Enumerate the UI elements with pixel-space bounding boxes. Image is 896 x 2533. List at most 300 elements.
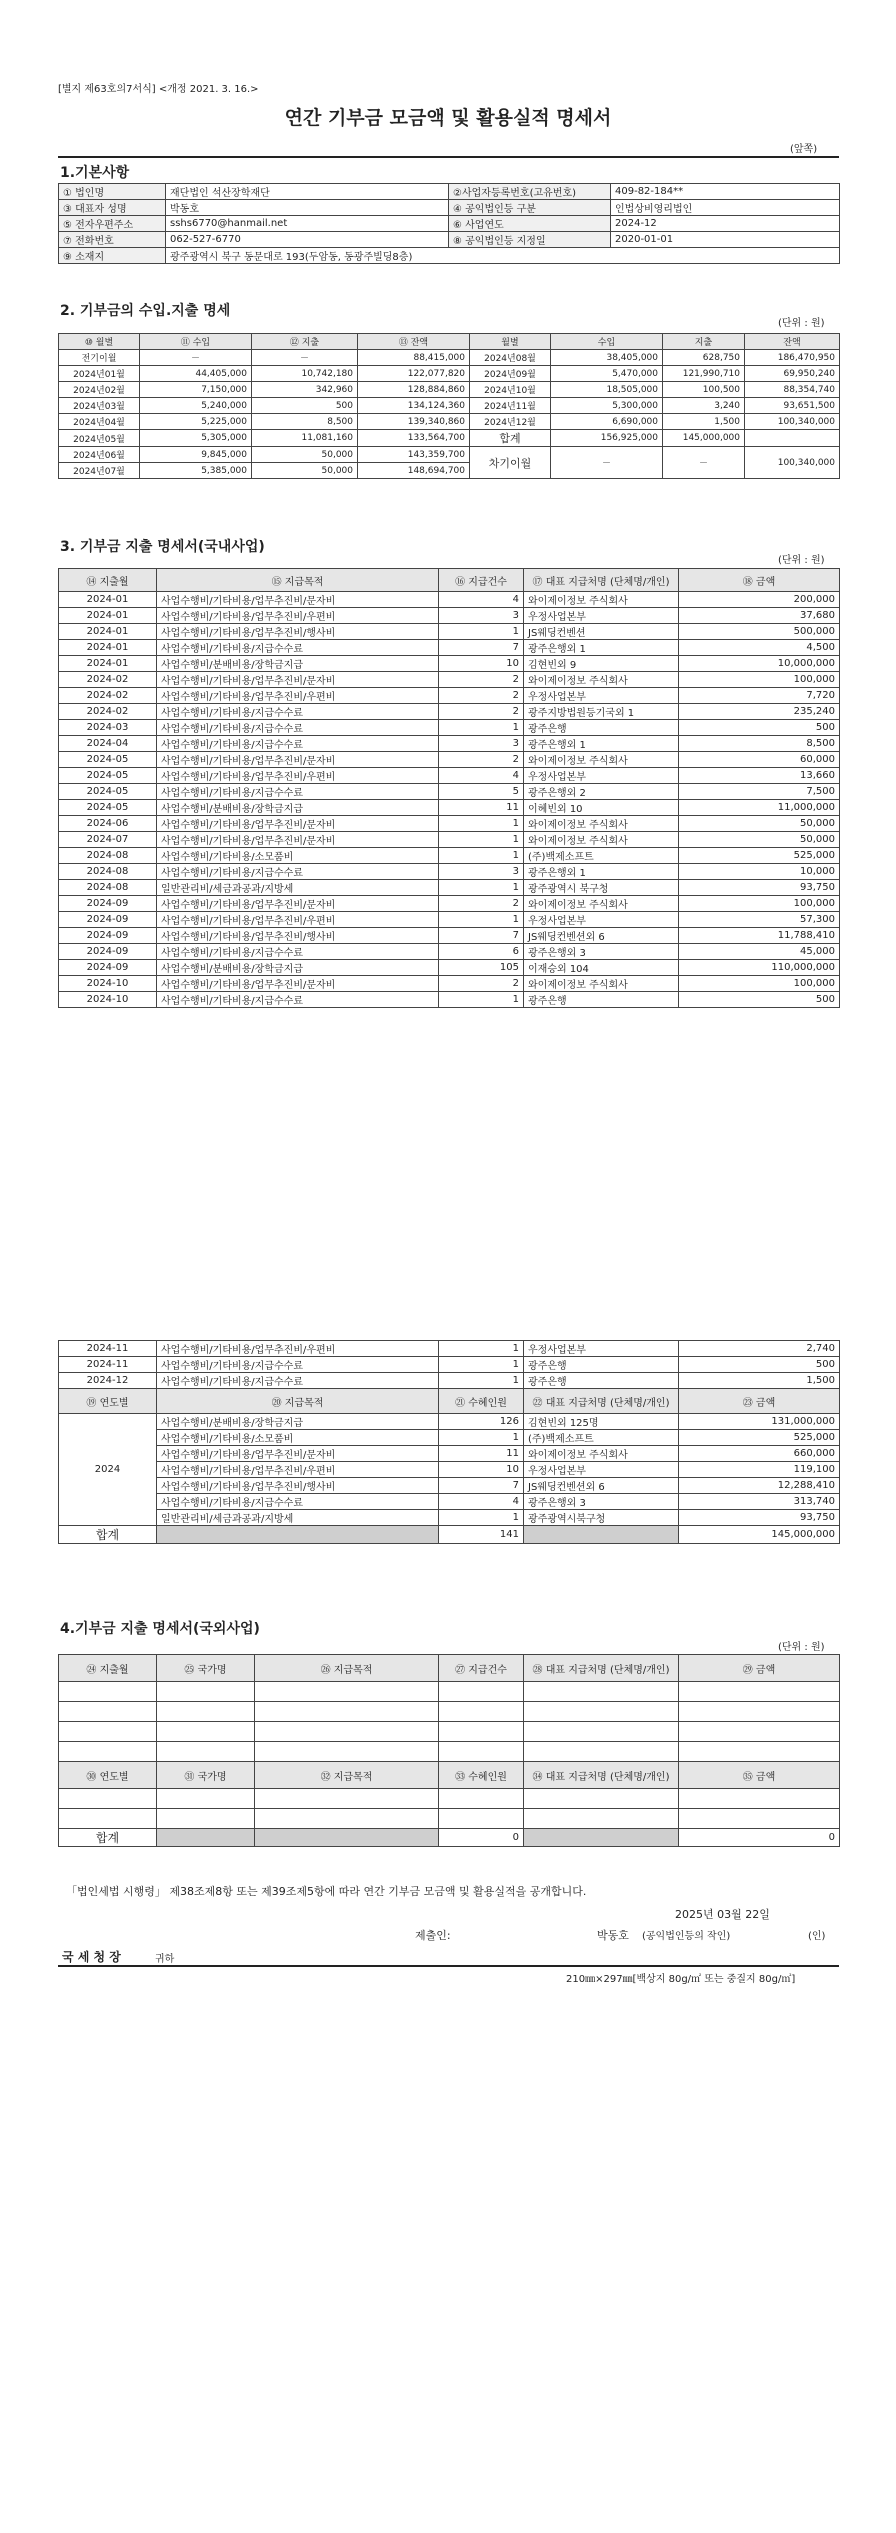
info-value: 인법상비영리법인 <box>611 200 840 216</box>
expense-month: 2024-02 <box>59 672 157 688</box>
info-value: 광주광역시 북구 동문대로 193(두암동, 동광주빌딩8층) <box>166 248 840 264</box>
yearly-count: 4 <box>439 1494 524 1510</box>
table-cell: 38,405,000 <box>551 350 663 366</box>
column-header: ㉝ 수혜인원 <box>439 1762 524 1789</box>
expense-count: 2 <box>439 704 524 720</box>
expense-payee: 우정사업본부 <box>524 1341 679 1357</box>
expense-row <box>59 624 840 640</box>
yearly-count: 1 <box>439 1430 524 1446</box>
month-row <box>59 366 840 382</box>
legal-statement: 「법인세법 시행령」 제38조제8항 또는 제39조제5항에 따라 연간 기부금 모금액 및 활용실적을 공개합니다. <box>66 1885 587 1898</box>
expense-payee: JS웨딩컨벤션 <box>524 624 679 640</box>
expense-amount: 10,000,000 <box>679 656 840 672</box>
table-cell: 11,081,160 <box>252 430 358 447</box>
table-cell: 5,305,000 <box>140 430 252 447</box>
column-header: 월별 <box>470 334 551 350</box>
expense-row <box>59 688 840 704</box>
header-row <box>59 1389 840 1414</box>
expense-amount: 500 <box>679 720 840 736</box>
month-label: 2024년10월 <box>470 382 551 398</box>
table-cell: 1,500 <box>663 414 745 430</box>
column-header: ㉑ 수혜인원 <box>439 1389 524 1414</box>
table-cell <box>59 1742 157 1762</box>
info-label: ③ 대표자 성명 <box>59 200 166 216</box>
expense-row <box>59 944 840 960</box>
expense-row <box>59 864 840 880</box>
column-header: ⑮ 지급목적 <box>157 569 439 592</box>
table-cell: 122,077,820 <box>358 366 470 382</box>
table-cell <box>439 1742 524 1762</box>
section3-unit: (단위 : 원) <box>778 555 825 566</box>
yearly-payee: JS웨딩컨벤션외 6 <box>524 1478 679 1494</box>
expense-month: 2024-11 <box>59 1357 157 1373</box>
table-cell <box>524 1809 679 1829</box>
yearly-purpose: 사업수행비/기타비용/지급수수료 <box>157 1494 439 1510</box>
expense-payee: 김현빈외 9 <box>524 656 679 672</box>
expense-purpose: 사업수행비/기타비용/지급수수료 <box>157 864 439 880</box>
month-label: 2024년01월 <box>59 366 140 382</box>
table-cell <box>157 1702 255 1722</box>
expense-payee: 광주은행외 3 <box>524 944 679 960</box>
info-row <box>59 200 840 216</box>
expense-purpose: 사업수행비/기타비용/업무추진비/문자비 <box>157 672 439 688</box>
yearly-amount: 119,100 <box>679 1462 840 1478</box>
expense-payee: 광주은행외 2 <box>524 784 679 800</box>
expense-row <box>59 992 840 1008</box>
month-label: 2024년09월 <box>470 366 551 382</box>
expense-count: 7 <box>439 640 524 656</box>
header-row <box>59 569 840 592</box>
table-cell: 128,884,860 <box>358 382 470 398</box>
expense-count: 1 <box>439 1357 524 1373</box>
expense-row <box>59 608 840 624</box>
table-cell: － <box>252 350 358 366</box>
column-header: ㉒ 대표 지급처명 (단체명/개인) <box>524 1389 679 1414</box>
info-label: ⑧ 공익법인등 지정일 <box>449 232 611 248</box>
expense-count: 2 <box>439 672 524 688</box>
paper-spec: 210㎜×297㎜[백상지 80g/㎡ 또는 중질지 80g/㎡] <box>566 1974 796 1985</box>
submitter-label: 제출인: <box>415 1929 451 1942</box>
expense-payee: 와이제이정보 주식회사 <box>524 592 679 608</box>
empty-row <box>59 1789 840 1809</box>
expense-row <box>59 1373 840 1389</box>
column-header: ㉛ 국가명 <box>157 1762 255 1789</box>
month-label: 2024년11월 <box>470 398 551 414</box>
month-label: 2024년04월 <box>59 414 140 430</box>
yearly-count: 1 <box>439 1510 524 1526</box>
yearly-purpose: 일반관리비/세금과공과/지방세 <box>157 1510 439 1526</box>
expense-purpose: 사업수행비/분배비용/장학금지급 <box>157 656 439 672</box>
total-count: 141 <box>439 1526 524 1544</box>
table-cell <box>524 1702 679 1722</box>
expense-month: 2024-09 <box>59 944 157 960</box>
expense-row <box>59 928 840 944</box>
column-header: ㉓ 금액 <box>679 1389 840 1414</box>
table-cell <box>524 1526 679 1544</box>
expense-payee: JS웨딩컨벤션외 6 <box>524 928 679 944</box>
header-row <box>59 1762 840 1789</box>
expense-amount: 500,000 <box>679 624 840 640</box>
expense-month: 2024-10 <box>59 976 157 992</box>
yearly-purpose: 사업수행비/분배비용/장학금지급 <box>157 1414 439 1430</box>
info-label: ⑥ 사업연도 <box>449 216 611 232</box>
expense-purpose: 사업수행비/기타비용/소모품비 <box>157 848 439 864</box>
expense-payee: 와이제이정보 주식회사 <box>524 832 679 848</box>
table-cell: 500 <box>252 398 358 414</box>
expense-amount: 7,720 <box>679 688 840 704</box>
table-cell: 9,845,000 <box>140 447 252 463</box>
table-cell: 93,651,500 <box>745 398 840 414</box>
expense-payee: 와이제이정보 주식회사 <box>524 816 679 832</box>
column-header: ⑳ 지급목적 <box>157 1389 439 1414</box>
expense-count: 4 <box>439 592 524 608</box>
expense-payee: 광주지방법원등기국외 1 <box>524 704 679 720</box>
expense-amount: 45,000 <box>679 944 840 960</box>
expense-amount: 2,740 <box>679 1341 840 1357</box>
table-cell <box>157 1829 255 1847</box>
table-cell <box>255 1702 439 1722</box>
yearly-amount: 525,000 <box>679 1430 840 1446</box>
yearly-purpose: 사업수행비/기타비용/업무추진비/행사비 <box>157 1478 439 1494</box>
expense-row <box>59 816 840 832</box>
section4-unit: (단위 : 원) <box>778 1642 825 1653</box>
expense-row <box>59 704 840 720</box>
total-amount: 0 <box>679 1829 840 1847</box>
expense-count: 1 <box>439 912 524 928</box>
yearly-purpose: 사업수행비/기타비용/업무추진비/문자비 <box>157 1446 439 1462</box>
expense-amount: 100,000 <box>679 976 840 992</box>
empty-row <box>59 1682 840 1702</box>
expense-month: 2024-01 <box>59 656 157 672</box>
expense-count: 7 <box>439 928 524 944</box>
expense-purpose: 사업수행비/기타비용/지급수수료 <box>157 992 439 1008</box>
submitter-name: 박동호 <box>597 1929 629 1942</box>
yearly-count: 11 <box>439 1446 524 1462</box>
expense-amount: 57,300 <box>679 912 840 928</box>
month-row <box>59 350 840 366</box>
form-reference: [별지 제63호의7서식] <개정 2021. 3. 16.> <box>58 84 259 95</box>
table-cell: － <box>140 350 252 366</box>
table-cell <box>439 1809 524 1829</box>
expense-count: 1 <box>439 624 524 640</box>
empty-row <box>59 1809 840 1829</box>
month-label: 2024년05월 <box>59 430 140 447</box>
info-row <box>59 216 840 232</box>
info-value: 409-82-184** <box>611 184 840 200</box>
column-header: ㉘ 대표 지급처명 (단체명/개인) <box>524 1655 679 1682</box>
table-cell <box>255 1682 439 1702</box>
month-label: 2024년02월 <box>59 382 140 398</box>
expense-amount: 235,240 <box>679 704 840 720</box>
table-cell <box>255 1829 439 1847</box>
info-value: 2024-12 <box>611 216 840 232</box>
expense-purpose: 사업수행비/기타비용/업무추진비/문자비 <box>157 816 439 832</box>
expense-row <box>59 800 840 816</box>
expense-payee: 광주은행 <box>524 992 679 1008</box>
top-rule <box>58 156 839 158</box>
expense-payee: 광주은행외 1 <box>524 640 679 656</box>
info-row-address <box>59 248 840 264</box>
expense-purpose: 사업수행비/기타비용/업무추진비/문자비 <box>157 896 439 912</box>
expense-count: 105 <box>439 960 524 976</box>
info-value: 재단법인 석산장학재단 <box>166 184 449 200</box>
month-row <box>59 414 840 430</box>
table-cell <box>59 1702 157 1722</box>
expense-row <box>59 832 840 848</box>
total-count: 0 <box>439 1829 524 1847</box>
expense-month: 2024-01 <box>59 624 157 640</box>
table-cell <box>157 1526 439 1544</box>
column-header: ⑰ 대표 지급처명 (단체명/개인) <box>524 569 679 592</box>
yearly-count: 7 <box>439 1478 524 1494</box>
expense-payee: 와이제이정보 주식회사 <box>524 672 679 688</box>
expense-month: 2024-05 <box>59 784 157 800</box>
expense-payee: (주)백제소프트 <box>524 848 679 864</box>
expense-amount: 100,000 <box>679 896 840 912</box>
yearly-row <box>59 1510 840 1526</box>
info-value: 박동호 <box>166 200 449 216</box>
table-cell: 18,505,000 <box>551 382 663 398</box>
info-label: ⑤ 전자우편주소 <box>59 216 166 232</box>
table-cell: 342,960 <box>252 382 358 398</box>
table-cell <box>439 1682 524 1702</box>
expense-month: 2024-02 <box>59 688 157 704</box>
expense-row <box>59 880 840 896</box>
expense-month: 2024-08 <box>59 864 157 880</box>
expense-month: 2024-10 <box>59 992 157 1008</box>
expense-month: 2024-09 <box>59 912 157 928</box>
expense-row <box>59 768 840 784</box>
recipient-suffix: 귀하 <box>155 1954 175 1965</box>
expense-count: 1 <box>439 816 524 832</box>
info-row <box>59 232 840 248</box>
section4-heading: 4.기부금 지출 명세서(국외사업) <box>60 1621 260 1637</box>
expense-amount: 1,500 <box>679 1373 840 1389</box>
column-header: ㉜ 지급목적 <box>255 1762 439 1789</box>
table-cell: 148,694,700 <box>358 463 470 479</box>
column-header: ㉔ 지출월 <box>59 1655 157 1682</box>
expense-purpose: 사업수행비/기타비용/지급수수료 <box>157 720 439 736</box>
expense-row <box>59 752 840 768</box>
table-cell: 5,385,000 <box>140 463 252 479</box>
expense-purpose: 사업수행비/기타비용/업무추진비/우편비 <box>157 912 439 928</box>
expense-purpose: 사업수행비/기타비용/지급수수료 <box>157 944 439 960</box>
column-header: ㉗ 지급건수 <box>439 1655 524 1682</box>
table-cell: 7,150,000 <box>140 382 252 398</box>
info-value: 2020-01-01 <box>611 232 840 248</box>
table-cell: 69,950,240 <box>745 366 840 382</box>
document-title: 연간 기부금 모금액 및 활용실적 명세서 <box>284 107 612 129</box>
total-row <box>59 1829 840 1847</box>
expense-purpose: 사업수행비/기타비용/업무추진비/우편비 <box>157 608 439 624</box>
yearly-row <box>59 1494 840 1510</box>
expense-purpose: 사업수행비/기타비용/업무추진비/문자비 <box>157 592 439 608</box>
expense-count: 3 <box>439 864 524 880</box>
yearly-amount: 131,000,000 <box>679 1414 840 1430</box>
month-label: 2024년12월 <box>470 414 551 430</box>
table-cell: 5,300,000 <box>551 398 663 414</box>
table-cell: 100,340,000 <box>745 447 840 479</box>
foreign-expense-table <box>58 1654 840 1847</box>
month-label: 2024년08월 <box>470 350 551 366</box>
expense-row <box>59 960 840 976</box>
yearly-payee: 김현빈외 125명 <box>524 1414 679 1430</box>
expense-month: 2024-09 <box>59 928 157 944</box>
table-cell: 133,564,700 <box>358 430 470 447</box>
table-cell: 50,000 <box>252 463 358 479</box>
table-cell <box>524 1789 679 1809</box>
column-header: ⑬ 잔액 <box>358 334 470 350</box>
info-label: ②사업자등록번호(고유번호) <box>449 184 611 200</box>
expense-month: 2024-09 <box>59 896 157 912</box>
expense-purpose: 사업수행비/기타비용/업무추진비/행사비 <box>157 624 439 640</box>
expense-count: 10 <box>439 656 524 672</box>
column-header: ㉟ 금액 <box>679 1762 840 1789</box>
table-cell <box>439 1789 524 1809</box>
expense-payee: 이혜빈외 10 <box>524 800 679 816</box>
info-row <box>59 184 840 200</box>
year-label: 2024 <box>59 1414 157 1526</box>
table-cell: 6,690,000 <box>551 414 663 430</box>
total-label: 합계 <box>59 1526 157 1544</box>
table-cell: 100,340,000 <box>745 414 840 430</box>
expense-amount: 200,000 <box>679 592 840 608</box>
expense-month: 2024-05 <box>59 800 157 816</box>
month-label: 2024년03월 <box>59 398 140 414</box>
column-header: ⑫ 지출 <box>252 334 358 350</box>
empty-row <box>59 1722 840 1742</box>
info-label: ① 법인명 <box>59 184 166 200</box>
table-cell: 10,742,180 <box>252 366 358 382</box>
table-cell <box>524 1829 679 1847</box>
month-row <box>59 430 840 447</box>
expense-row <box>59 1341 840 1357</box>
table-cell: 143,359,700 <box>358 447 470 463</box>
expense-count: 4 <box>439 768 524 784</box>
table-cell: 156,925,000 <box>551 430 663 447</box>
expense-purpose: 사업수행비/기타비용/지급수수료 <box>157 1357 439 1373</box>
expense-amount: 11,000,000 <box>679 800 840 816</box>
yearly-payee: 광주광역시북구청 <box>524 1510 679 1526</box>
expense-month: 2024-09 <box>59 960 157 976</box>
info-label: ⑨ 소재지 <box>59 248 166 264</box>
table-cell <box>157 1742 255 1762</box>
expense-payee: 우정사업본부 <box>524 608 679 624</box>
expense-amount: 10,000 <box>679 864 840 880</box>
table-cell: 145,000,000 <box>663 430 745 447</box>
empty-row <box>59 1702 840 1722</box>
table-cell <box>679 1742 840 1762</box>
expense-amount: 500 <box>679 1357 840 1373</box>
yearly-payee: 광주은행외 3 <box>524 1494 679 1510</box>
expense-amount: 37,680 <box>679 608 840 624</box>
total-amount: 145,000,000 <box>679 1526 840 1544</box>
expense-count: 5 <box>439 784 524 800</box>
table-cell <box>157 1789 255 1809</box>
yearly-row <box>59 1478 840 1494</box>
expense-month: 2024-03 <box>59 720 157 736</box>
expense-count: 1 <box>439 1373 524 1389</box>
income-expense-table <box>58 333 840 479</box>
expense-purpose: 사업수행비/기타비용/업무추진비/우편비 <box>157 768 439 784</box>
expense-payee: 와이제이정보 주식회사 <box>524 752 679 768</box>
expense-month: 2024-07 <box>59 832 157 848</box>
table-cell: － <box>663 447 745 479</box>
table-cell <box>679 1722 840 1742</box>
expense-amount: 500 <box>679 992 840 1008</box>
table-cell <box>679 1702 840 1722</box>
expense-payee: 이재승외 104 <box>524 960 679 976</box>
column-header: ⑱ 금액 <box>679 569 840 592</box>
expense-amount: 100,000 <box>679 672 840 688</box>
expense-count: 11 <box>439 800 524 816</box>
expense-month: 2024-12 <box>59 1373 157 1389</box>
section2-unit: (단위 : 원) <box>778 318 825 329</box>
column-header: 잔액 <box>745 334 840 350</box>
yearly-row <box>59 1446 840 1462</box>
table-cell <box>255 1809 439 1829</box>
table-cell <box>157 1809 255 1829</box>
month-row <box>59 382 840 398</box>
expense-amount: 60,000 <box>679 752 840 768</box>
expense-month: 2024-08 <box>59 880 157 896</box>
expense-month: 2024-05 <box>59 768 157 784</box>
expense-count: 1 <box>439 848 524 864</box>
expense-amount: 13,660 <box>679 768 840 784</box>
yearly-row <box>59 1430 840 1446</box>
table-cell <box>524 1682 679 1702</box>
table-cell <box>59 1809 157 1829</box>
expense-row <box>59 736 840 752</box>
yearly-payee: 와이제이정보 주식회사 <box>524 1446 679 1462</box>
table-cell: 3,240 <box>663 398 745 414</box>
expense-purpose: 사업수행비/기타비용/지급수수료 <box>157 1373 439 1389</box>
expense-count: 2 <box>439 896 524 912</box>
expense-payee: 광주은행외 1 <box>524 864 679 880</box>
expense-purpose: 사업수행비/기타비용/업무추진비/우편비 <box>157 1341 439 1357</box>
expense-month: 2024-01 <box>59 592 157 608</box>
expense-count: 1 <box>439 992 524 1008</box>
column-header: 수입 <box>551 334 663 350</box>
expense-amount: 525,000 <box>679 848 840 864</box>
page-side-label: (앞쪽) <box>790 144 818 155</box>
yearly-row <box>59 1414 840 1430</box>
table-cell: 121,990,710 <box>663 366 745 382</box>
expense-month: 2024-01 <box>59 608 157 624</box>
recipient: 국 세 청 장 <box>62 1950 121 1964</box>
table-cell <box>59 1722 157 1742</box>
table-cell <box>255 1742 439 1762</box>
expense-payee: 와이제이정보 주식회사 <box>524 976 679 992</box>
expense-purpose: 사업수행비/기타비용/지급수수료 <box>157 784 439 800</box>
expense-row <box>59 848 840 864</box>
expense-row <box>59 720 840 736</box>
expense-purpose: 사업수행비/기타비용/지급수수료 <box>157 704 439 720</box>
table-cell <box>59 1682 157 1702</box>
month-label: 합계 <box>470 430 551 447</box>
expense-payee: 광주은행 <box>524 1373 679 1389</box>
column-header: ⑭ 지출월 <box>59 569 157 592</box>
column-header: ㉖ 지급목적 <box>255 1655 439 1682</box>
expense-month: 2024-01 <box>59 640 157 656</box>
expense-amount: 8,500 <box>679 736 840 752</box>
total-label: 합계 <box>59 1829 157 1847</box>
month-label: 전기이월 <box>59 350 140 366</box>
column-header: 지출 <box>663 334 745 350</box>
table-cell <box>59 1789 157 1809</box>
yearly-count: 10 <box>439 1462 524 1478</box>
yearly-purpose: 사업수행비/기타비용/소모품비 <box>157 1430 439 1446</box>
